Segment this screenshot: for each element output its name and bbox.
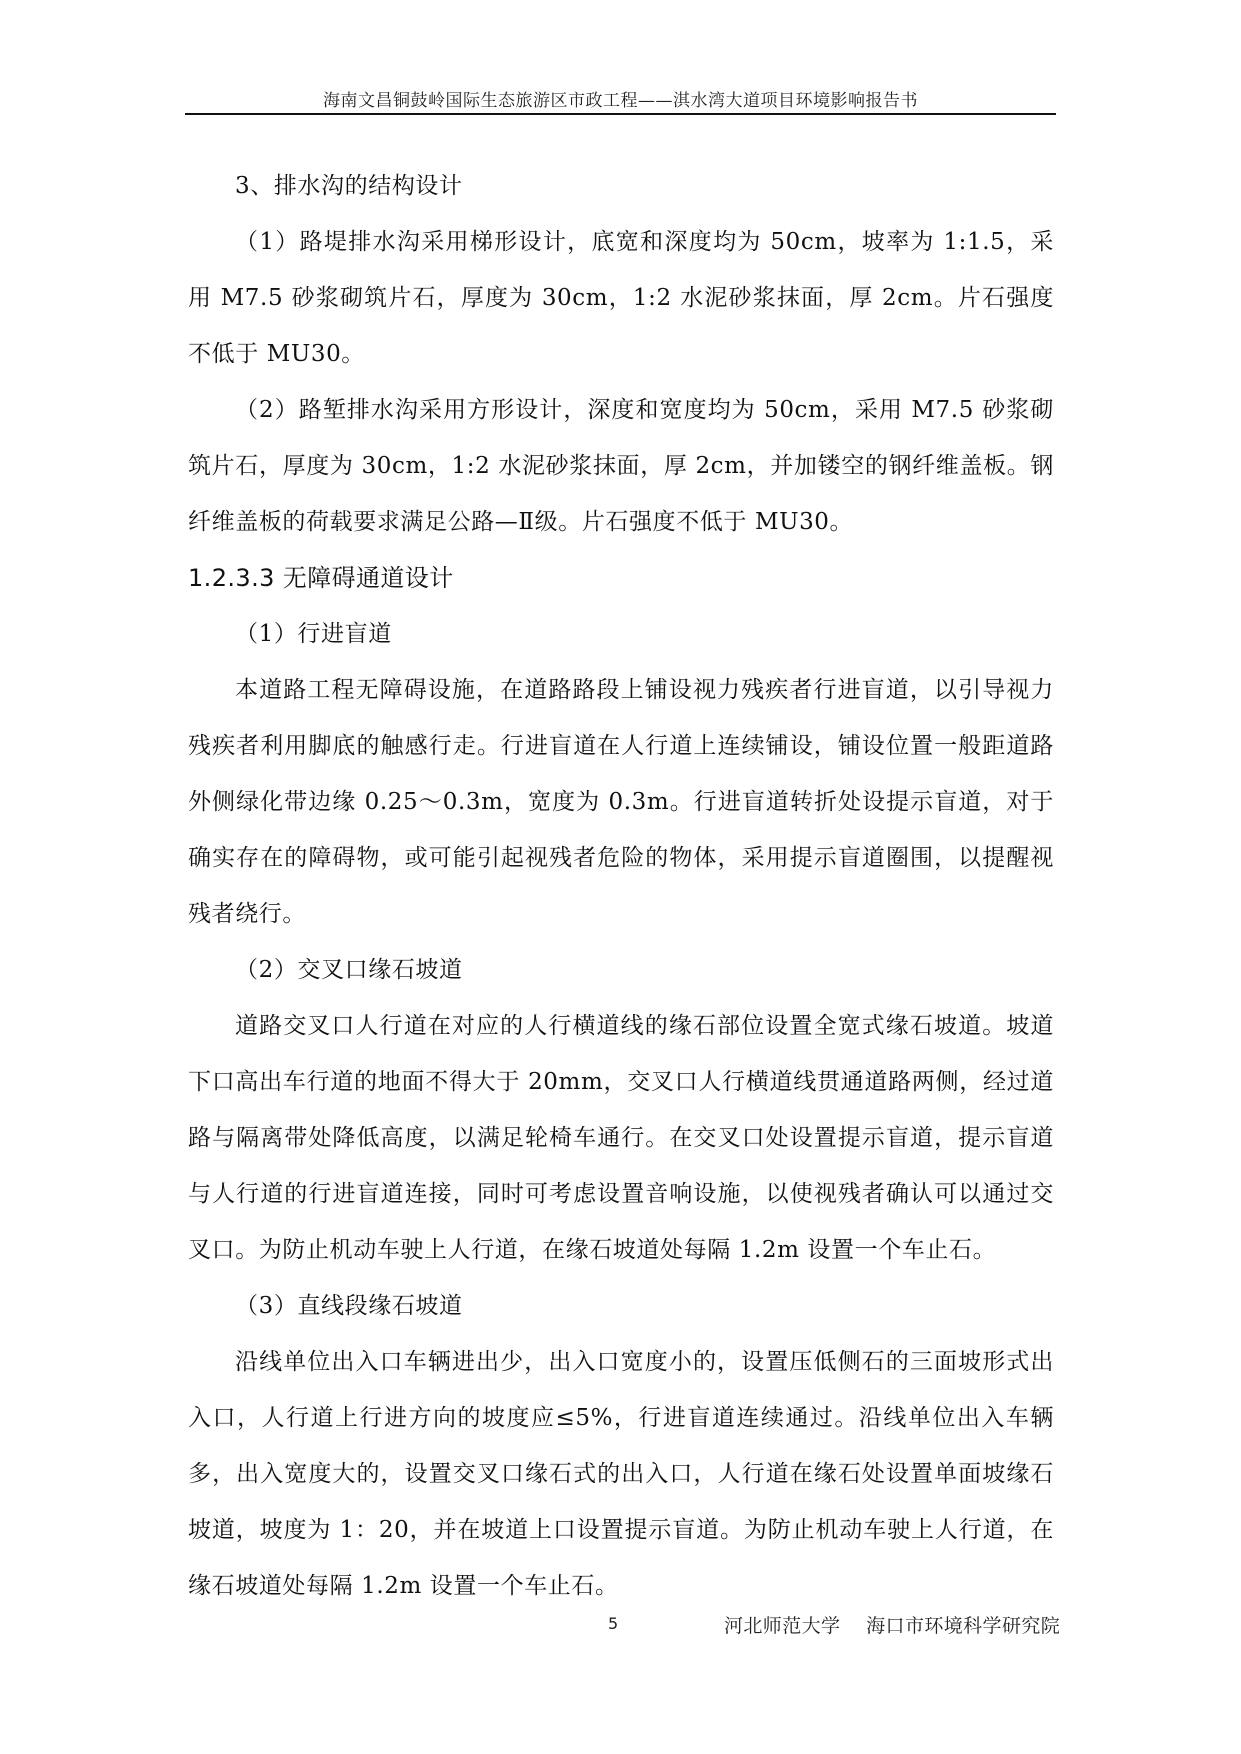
page-number: 5: [608, 1614, 619, 1633]
drainage-paragraph-1: （1）路堤排水沟采用梯形设计，底宽和深度均为 50cm，坡率为 1:1.5，采用 M7.5 砂浆砌筑片石，厚度为 30cm，1:2 水泥砂浆抹面，厚 2cm。片石强度不低于 MU30。: [188, 229, 1054, 367]
subsection-3-title: （3）直线段缘石坡道: [235, 1293, 463, 1319]
subsection-2-title: （2）交叉口缘石坡道: [235, 957, 463, 983]
section-title: 1.2.3.3 无障碍通道设计: [188, 564, 454, 592]
drainage-paragraph-2: （2）路堑排水沟采用方形设计，深度和宽度均为 50cm，采用 M7.5 砂浆砌筑片石，厚度为 30cm，1:2 水泥砂浆抹面，厚 2cm，并加镂空的钢纤维盖板。钢纤维盖板的荷载要求满足公路—Ⅱ级。片石强度不低于 MU30。: [188, 397, 1054, 535]
subsection-3-body: 沿线单位出入口车辆进出少，出入口宽度小的，设置压低侧石的三面坡形式出入口，人行道上行进方向的坡度应≤5%，行进盲道连续通过。沿线单位出入车辆多，出入宽度大的，设置交叉口缘石式的出入口，人行道在缘石处设置单面坡缘石坡道，坡度为 1：20，并在坡道上口设置提示盲道。为防止机动车驶上人行道，在缘石坡道处每隔 1.2m 设置一个车止石。: [188, 1349, 1054, 1599]
subsection-1-body: 本道路工程无障碍设施，在道路路段上铺设视力残疾者行进盲道，以引导视力残疾者利用脚底的触感行走。行进盲道在人行道上连续铺设，铺设位置一般距道路外侧绿化带边缘 0.25～0.3m，宽度为 0.3m。行进盲道转折处设提示盲道，对于确实存在的障碍物，或可能引起视残者危险的物体，采用提示盲道圈围，以提醒视残者绕行。: [188, 677, 1054, 927]
document-body: [188, 158, 1054, 1614]
drainage-heading: 3、排水沟的结构设计: [235, 173, 463, 199]
subsection-2-body: 道路交叉口人行道在对应的人行横道线的缘石部位设置全宽式缘石坡道。坡道下口高出车行道的地面不得大于 20mm，交叉口人行横道线贯通道路两侧，经过道路与隔离带处降低高度，以满足轮椅车通行。在交叉口处设置提示盲道，提示盲道与人行道的行进盲道连接，同时可考虑设置音响设施，以使视残者确认可以通过交叉口。为防止机动车驶上人行道，在缘石坡道处每隔 1.2m 设置一个车止石。: [188, 1013, 1054, 1263]
page-header-title: 海南文昌铜鼓岭国际生态旅游区市政工程——淇水湾大道项目环境影响报告书: [323, 91, 918, 111]
header-divider: [185, 113, 1056, 115]
footer-organizations: 河北师范大学 海口市环境科学研究院: [724, 1615, 1061, 1637]
subsection-1-title: （1）行进盲道: [235, 621, 392, 647]
